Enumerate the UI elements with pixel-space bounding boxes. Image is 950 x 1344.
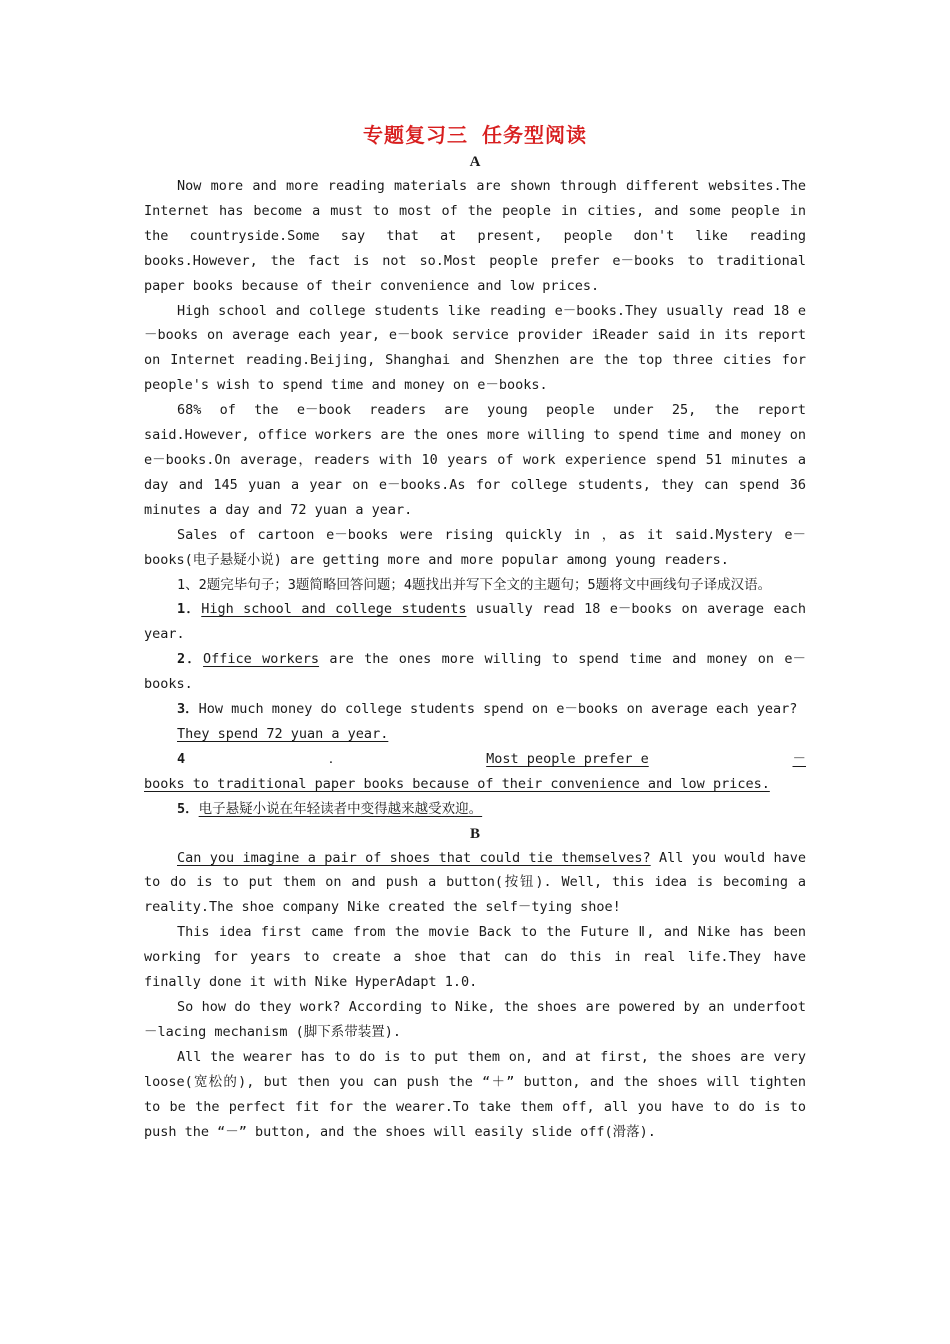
question-text: How much money do college students spend on e－books on average each year? bbox=[198, 701, 798, 718]
section-a-paragraph: Now more and more reading materials are shown through different websites.The Internet has become a must to most of the people in cities, and some people in the countryside.Some say that at present, people don't like reading books.However, the fact is not so.Most people prefer e－books to traditional paper books because of their convenience and low prices. bbox=[144, 178, 806, 294]
answer-number: 2． bbox=[177, 651, 204, 668]
answer-3 bbox=[144, 722, 806, 747]
answer-1 bbox=[144, 597, 806, 647]
section-b-paragraph: So how do they work? According to Nike, the shoes are powered by an underfoot－lacing mechanism (脚下系带装置). bbox=[144, 999, 806, 1040]
answer-4-line-1 bbox=[144, 747, 806, 772]
section-a-paragraph: 68% of the e－book readers are young people under 25, the report said.However, office workers are the ones more willing to spend time and money on e－books.On average，readers with 10 years of work experience spend 51 minutes a day and 145 yuan a year on e－books.As for college students, they can spend 36 minutes a day and 72 yuan a year. bbox=[144, 402, 806, 518]
answer-fill: 电子悬疑小说在年轻读者中变得越来越受欢迎。 bbox=[198, 800, 483, 817]
answer-5 bbox=[144, 797, 806, 822]
answer-fill: Most people prefer e bbox=[486, 750, 649, 767]
instructions: 1、2题完毕句子；3题简略回答问题；4题找出并写下全文的主题句；5题将文中画线句子译成汉语。 bbox=[177, 576, 772, 593]
answer-number: 1． bbox=[177, 601, 202, 618]
section-b-label: B bbox=[469, 825, 480, 842]
title-part-1: 专题复习三 bbox=[363, 123, 468, 147]
answer-text: usually read 18 e－books on average each year. bbox=[144, 601, 806, 643]
answer-text: are the ones more willing to spend time and money on e－books. bbox=[144, 651, 806, 693]
document-page bbox=[144, 120, 806, 1144]
question-3 bbox=[144, 697, 806, 722]
section-b-paragraph: All the wearer has to do is to put them on, and at first, the shoes are very loose(宽松的), but then you can push the “＋” button, and the shoes will tighten to be the perfect fit for the wearer.To take them off, all you have to do is to push the “－” button, and the shoes will easily slide off(滑落). bbox=[144, 1048, 806, 1140]
answer-dot: ． bbox=[328, 750, 343, 767]
title-part-2: 任务型阅读 bbox=[482, 123, 587, 147]
answer-2 bbox=[144, 647, 806, 697]
answer-number: 5． bbox=[177, 800, 199, 817]
section-a-paragraph: Sales of cartoon e－books were rising quickly in ，as it said.Mystery e－books(电子悬疑小说) are getting more and more popular among young readers. bbox=[144, 526, 806, 568]
answer-fill: They spend 72 yuan a year. bbox=[177, 725, 389, 742]
section-b-paragraph bbox=[144, 846, 806, 921]
paragraph-text: All you would have to do is to put them on and push a button(按钮). Well, this idea is becoming a reality.The shoe company Nike created the self－tying shoe! bbox=[144, 849, 806, 916]
underlined-sentence: Can you imagine a pair of shoes that could tie themselves? bbox=[177, 849, 651, 866]
answer-number: 4 bbox=[177, 750, 186, 767]
page-title bbox=[144, 120, 806, 150]
section-b-paragraph: This idea first came from the movie Back to the Future Ⅱ, and Nike has been working for years to create a shoe that can do this in real life.They have finally done it with Nike HyperAdapt 1.0. bbox=[144, 924, 806, 991]
section-a-label: A bbox=[469, 154, 481, 170]
answer-fill-dash: － bbox=[792, 750, 806, 767]
answer-fill: High school and college students bbox=[201, 601, 467, 618]
answer-fill: books to traditional paper books because of their convenience and low prices. bbox=[144, 775, 770, 792]
answer-number: 3． bbox=[177, 701, 199, 718]
answer-4-line-2 bbox=[144, 772, 806, 797]
answer-fill: Office workers bbox=[203, 651, 320, 668]
section-a-paragraph: High school and college students like reading e－books.They usually read 18 e－books on average each year, e－book service provider iReader said in its report on Internet reading.Beijing, Shanghai and Shenzhen are the top three cities for people's wish to spend time and money on e－books. bbox=[144, 302, 806, 394]
